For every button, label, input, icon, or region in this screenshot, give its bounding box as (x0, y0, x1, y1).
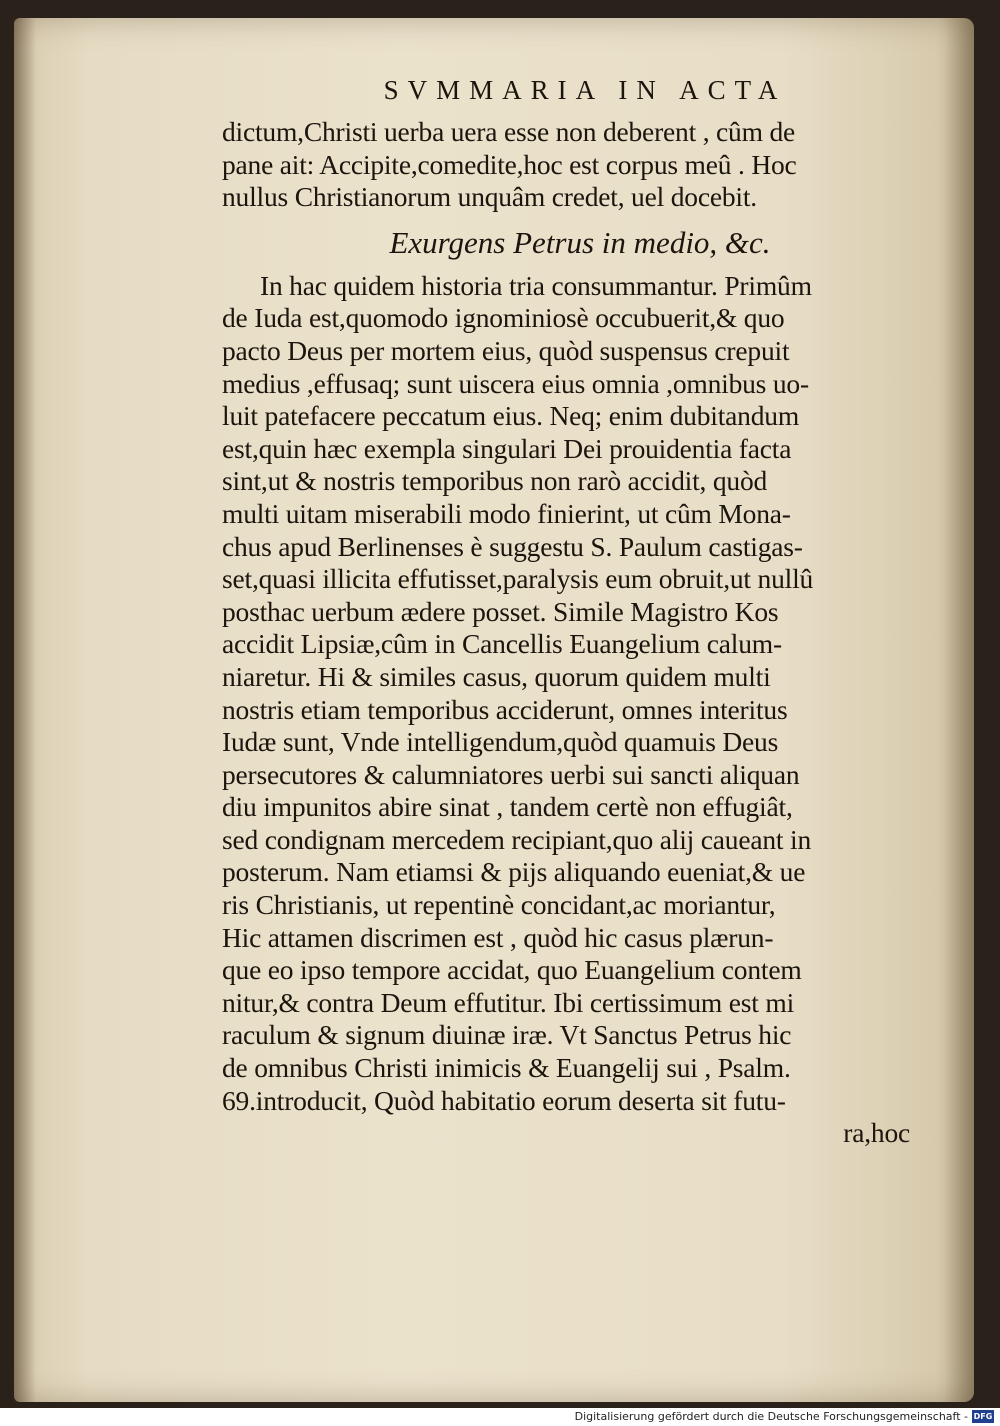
text-line: Hic attamen discrimen est , quòd hic casus plærun- (222, 921, 774, 953)
text-line: que eo ipso tempore accidat, quo Euangelium contem (222, 954, 802, 986)
text-line: posterum. Nam etiamsi & pijs aliquando eueniat,& ue (222, 856, 806, 888)
section-heading: Exurgens Petrus in medio, &c. (389, 224, 771, 260)
gutter-shadow (14, 18, 36, 1402)
catchword: ra,hoc (843, 1117, 910, 1149)
text-line: accidit Lipsiæ,cûm in Cancellis Euangelium calum- (222, 628, 782, 660)
text-line: est,quin hæc exempla singulari Dei prouidentia facta (222, 432, 792, 464)
text-line: set,quasi illicita effutisset,paralysis eum obruit,ut nullû (222, 563, 814, 595)
text-line: medius ,effusaq; sunt uiscera eius omnia ,omnibus uo- (222, 367, 809, 399)
text-line: posthac uerbum ædere posset. Simile Magistro Kos (222, 595, 779, 627)
text-line: pane ait: Accipite,comedite,hoc est corpus meû . Hoc (222, 148, 797, 180)
text-line: multi uitam miserabili modo finierint, ut cûm Mona- (222, 497, 791, 529)
running-title: SVMMARIA IN ACTA (383, 75, 787, 105)
text-line: diu impunitos abire sinat , tandem certè non effugiât, (222, 791, 793, 823)
text-line: chus apud Berlinenses è suggestu S. Paulum castigas- (222, 530, 803, 562)
text-line: persecutores & calumniatores uerbi sui sancti aliquan (222, 758, 800, 790)
text-line: niaretur. Hi & similes casus, quorum quidem multi (222, 660, 771, 692)
text-line: raculum & signum diuinæ iræ. Vt Sanctus Petrus hic (222, 1019, 792, 1051)
text-line: de omnibus Christi inimicis & Euangelij sui , Psalm. (222, 1052, 791, 1084)
text-line: Iudæ sunt, Vnde intelligendum,quòd quamuis Deus (222, 726, 779, 758)
text-line: ris Christianis, ut repentinè concidant,ac moriantur, (222, 889, 776, 921)
text-line: nitur,& contra Deum effutitur. Ibi certissimum est mi (222, 986, 795, 1018)
footer-credit: Digitalisierung gefördert durch die Deutsche Forschungsgemeinschaft - (574, 1410, 968, 1423)
text-line: nullus Christianorum unquâm credet, uel docebit. (222, 181, 757, 213)
page-edge-shadow (944, 18, 974, 1402)
text-line: sed condignam mercedem recipiant,quo alij caueant in (222, 823, 812, 855)
text-line: de Iuda est,quomodo ignominiosè occubuerit,& quo (222, 302, 785, 334)
text-block (222, 70, 928, 1150)
paragraph-first-line: In hac quidem historia tria consummantur. Primûm (260, 269, 812, 301)
text-line: 69.introducit, Quòd habitatio eorum deserta sit futu- (222, 1084, 786, 1116)
text-line: luit patefacere peccatum eius. Neq; enim dubitandum (222, 400, 800, 432)
text-line: pacto Deus per mortem eius, quòd suspensus crepuit (222, 334, 790, 366)
text-line: dictum,Christi uerba uera esse non deberent , cûm de (222, 116, 796, 147)
dfg-logo: DFG (973, 1412, 993, 1421)
text-line: nostris etiam temporibus acciderunt, omnes interitus (222, 693, 788, 725)
text-line: sint,ut & nostris temporibus non rarò accidit, quòd (222, 465, 768, 497)
